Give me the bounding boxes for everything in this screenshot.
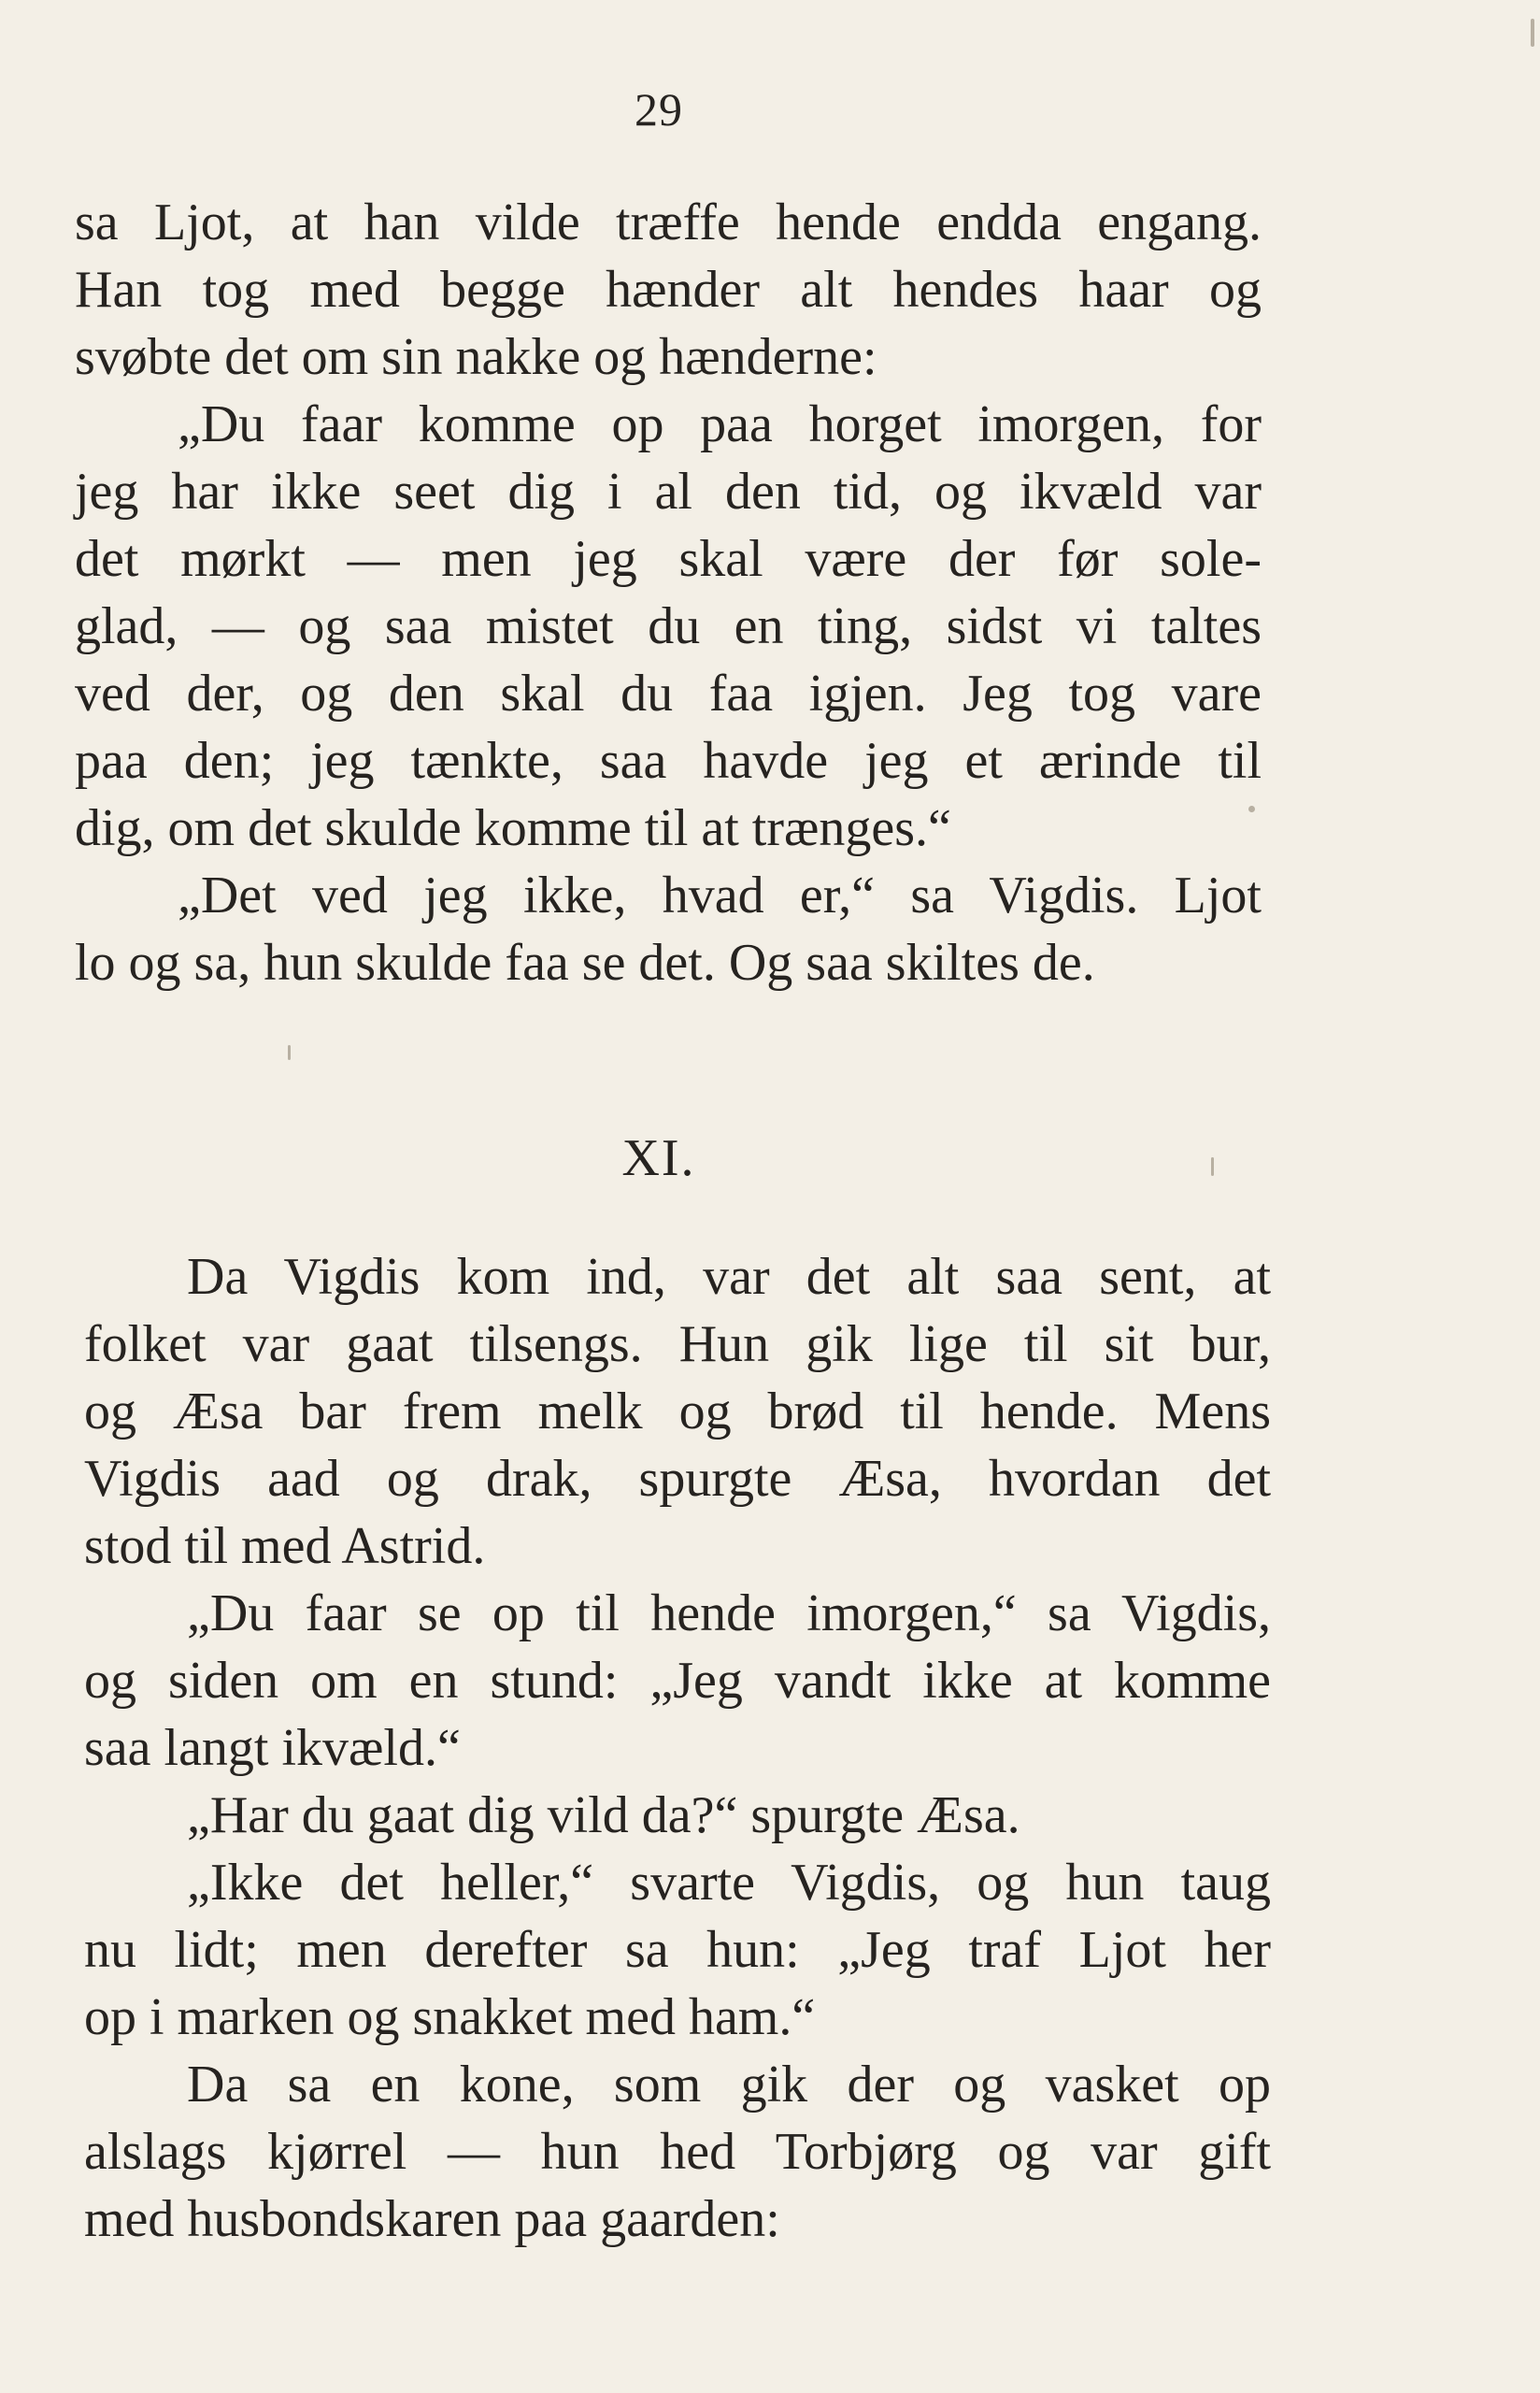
text-line: med husbondskaren paa gaarden: [84,2190,780,2248]
text-line: „Det ved jeg ikke, hvad er,“ sa Vigdis. Ljot [178,867,1262,924]
text-line: dig, om det skulde komme til at trænges.“ [75,799,951,857]
text-line: „Du faar se op til hende imorgen,“ sa Vigdis, [187,1584,1271,1642]
text-line: alslags kjørrel — hun hed Torbjørg og var gift [84,2123,1271,2181]
text-line: Da sa en kone, som gik der og vasket op [187,2056,1271,2114]
text-before-heading [75,189,1262,996]
paragraph [84,1243,1271,1580]
text-line: stod til med Astrid. [84,1517,486,1575]
text-line: Da Vigdis kom ind, var det alt saa sent, at [187,1248,1271,1306]
text-line: og siden om en stund: „Jeg vandt ikke at komme [84,1652,1271,1710]
text-line: „Du faar komme op paa horget imorgen, for [178,395,1262,453]
text-line: paa den; jeg tænkte, saa havde jeg et ærinde til [75,732,1262,790]
text-line: Han tog med begge hænder alt hendes haar og [75,261,1262,319]
paragraph [75,862,1262,996]
paper-speck [1248,806,1255,812]
text-line: nu lidt; men derefter sa hun: „Jeg traf Ljot her [84,1921,1271,1979]
text-line: sa Ljot, at han vilde træffe hende endda engang. [75,193,1262,251]
paragraph [84,1580,1271,1782]
text-after-heading [84,1243,1271,2253]
text-line: „Ikke det heller,“ svarte Vigdis, og hun taug [187,1854,1271,1912]
paragraph [84,1849,1271,2051]
text-line: jeg har ikke seet dig i al den tid, og ikvæld var [75,463,1262,521]
text-line: lo og sa, hun skulde faa se det. Og saa skiltes de. [75,934,1095,992]
text-line: svøbte det om sin nakke og hænderne: [75,328,877,386]
text-line: saa langt ikvæld.“ [84,1719,461,1777]
text-line: ved der, og den skal du faa igjen. Jeg tog vare [75,665,1262,723]
text-line: folket var gaat tilsengs. Hun gik lige til sit bur, [84,1315,1271,1373]
text-line: „Har du gaat dig vild da?“ spurgte Æsa. [187,1786,1020,1844]
paper-speck [288,1045,291,1060]
text-line: det mørkt — men jeg skal være der før sole- [75,530,1262,588]
paragraph [75,391,1262,862]
text-line: glad, — og saa mistet du en ting, sidst vi taltes [75,597,1262,655]
text-line: og Æsa bar frem melk og brød til hende. Mens [84,1383,1271,1440]
paper-speck [1211,1157,1214,1176]
page-number: 29 [635,83,683,136]
paragraph [84,1782,1271,1849]
paper-speck [1531,19,1534,47]
paragraph [84,2051,1271,2253]
chapter-heading: XI. [621,1129,696,1187]
text-line: op i marken og snakket med ham.“ [84,1988,816,2046]
paragraph [75,189,1262,391]
text-line: Vigdis aad og drak, spurgte Æsa, hvordan det [84,1450,1271,1508]
